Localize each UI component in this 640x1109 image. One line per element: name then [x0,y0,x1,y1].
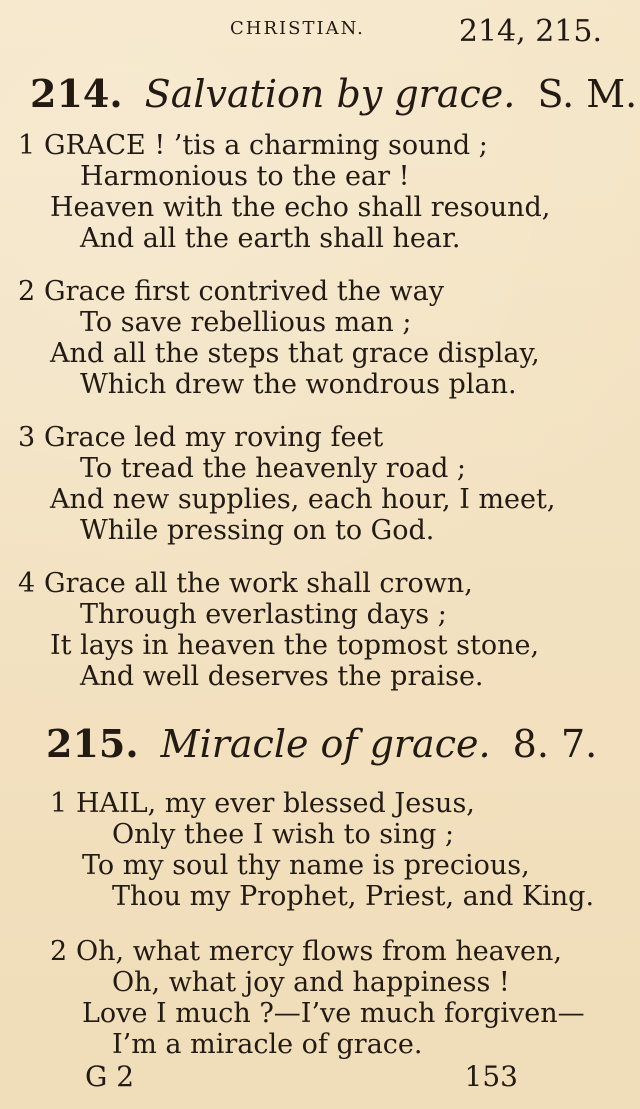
verse-line: While pressing on to God. [80,515,435,546]
verse-line: And all the steps that grace display, [50,338,540,369]
hymn-215-title [46,722,597,766]
verse-line: Heaven with the echo shall resound, [50,192,551,223]
signature-mark: G 2 [85,1060,135,1093]
verse-line: To my soul thy name is precious, [82,850,530,881]
verse-number: 1 [50,788,68,819]
verse-line: HAIL, my ever blessed Jesus, [76,788,475,819]
verse-line: Oh, what mercy flows from heaven, [76,936,562,967]
hymn-name: Miracle of grace. [160,722,491,766]
hymn-meter: 8. 7. [512,722,598,766]
verse-line: Harmonious to the ear ! [80,161,410,192]
verse-line: I’m a miracle of grace. [112,1029,423,1060]
verse-number: 3 [18,422,36,453]
hymn-meter: S. M. [537,72,638,116]
verse-number: 2 [18,276,36,307]
verse-line: Love I much ?—I’ve much forgiven— [82,998,585,1029]
verse-line: GRACE ! ’tis a charming sound ; [44,130,488,161]
verse-line: It lays in heaven the topmost stone, [50,630,540,661]
hymn-number: 214. [30,71,123,116]
hymn-214-verse-1 [18,130,550,254]
verse-line: Grace all the work shall crown, [44,568,473,599]
verse-line: Through everlasting days ; [80,599,447,630]
verse-line: Grace led my roving feet [44,422,384,453]
verse-line: Only thee I wish to sing ; [112,819,455,850]
verse-number: 2 [50,936,68,967]
verse-line: Thou my Prophet, Priest, and King. [112,881,595,912]
page-number: 153 [464,1060,518,1093]
hymn-214-verse-4 [18,568,539,692]
hymn-214-verse-3 [18,422,555,546]
page-range: 214, 215. [458,14,602,49]
verse-line: To tread the heavenly road ; [80,453,467,484]
verse-line: And all the earth shall hear. [80,223,461,254]
hymn-214-verse-2 [18,276,540,400]
verse-number: 1 [18,130,36,161]
verse-line: Grace first contrived the way [44,276,444,307]
verse-line: To save rebellious man ; [80,307,412,338]
verse-line: Which drew the wondrous plan. [80,369,517,400]
hymn-215-verse-2 [50,936,585,1060]
verse-number: 4 [18,568,36,599]
hymn-215-verse-1 [50,788,594,912]
verse-line: And well deserves the praise. [80,661,484,692]
hymn-name: Salvation by grace. [144,72,516,116]
verse-line: Oh, what joy and happiness ! [112,967,510,998]
verse-line: And new supplies, each hour, I meet, [50,484,556,515]
hymn-number: 215. [46,721,139,766]
hymn-214-title [30,72,637,116]
running-title: CHRISTIAN. [230,18,365,39]
